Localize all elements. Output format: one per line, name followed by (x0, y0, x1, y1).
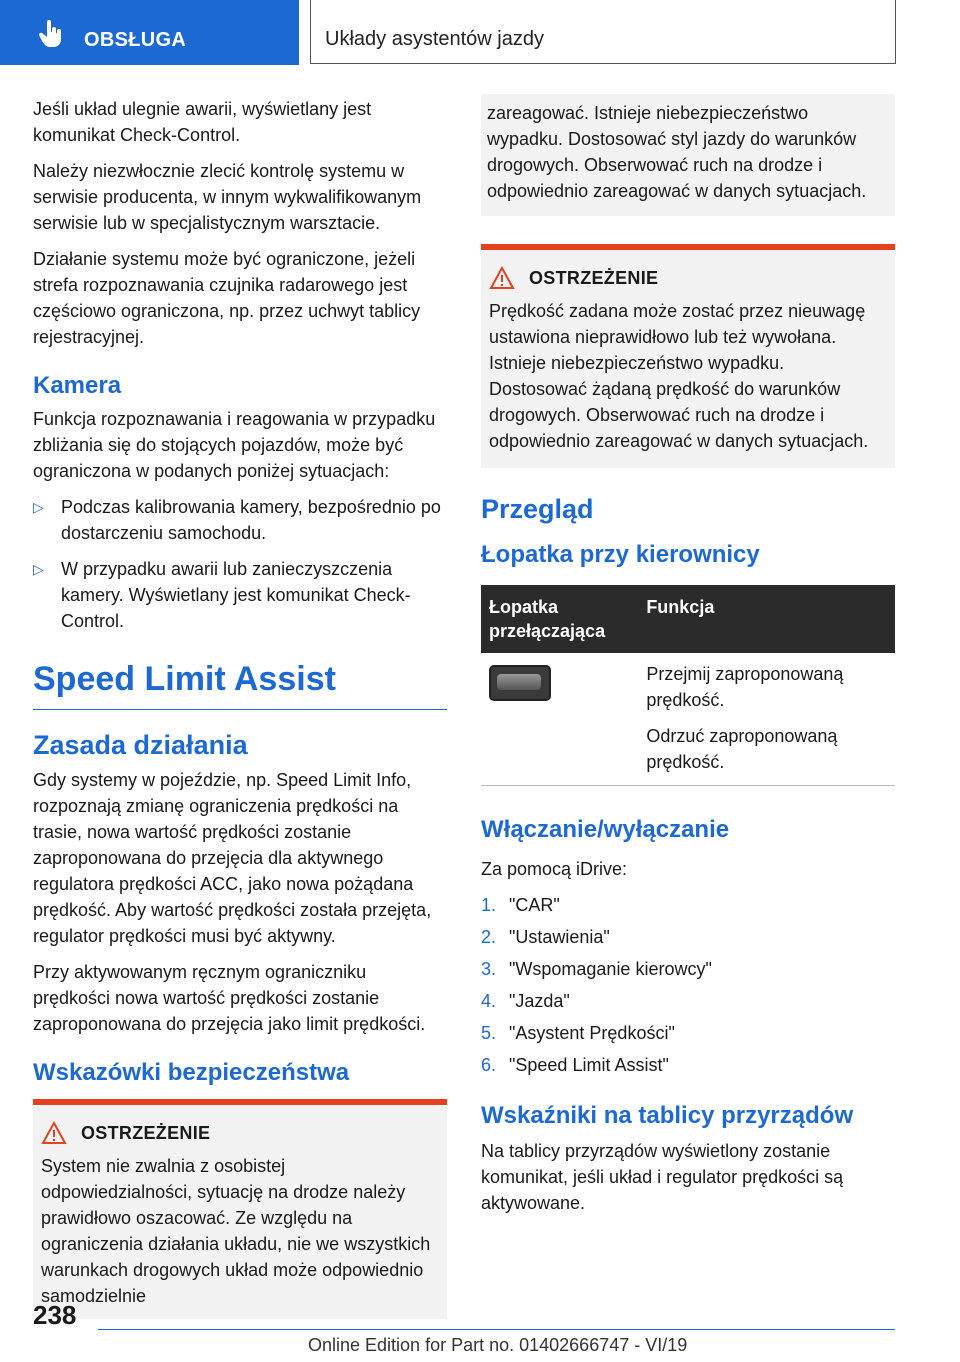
warning-text: Prędkość zadana może zostać przez nieuwagę ustawiona nieprawidłowo lub też wywołana. Istnieje niebezpieczeństwo wypadku. Dostosować żądaną prędkość do warunków drogowych. Obserwować ruch na drodze i odpowiednio zareagować w danych sytuacjach. (489, 301, 869, 451)
warning-label: OSTRZEŻENIE (81, 1122, 211, 1143)
wskazniki-heading: Wskaźniki na tablicy przyrządów (481, 1102, 854, 1129)
paddle-switch-icon (489, 665, 551, 701)
table-header: Funkcja (638, 585, 895, 653)
list-item: 6. "Speed Limit Assist" (481, 1055, 669, 1075)
warning-triangle-icon (489, 266, 515, 290)
bullet-list (33, 494, 447, 634)
footer-edition: Online Edition for Part no. 01402666747 - VI/19 (308, 1335, 688, 1355)
hand-pointer-icon (38, 20, 64, 48)
warning-label: OSTRZEŻENIE (529, 267, 659, 288)
page-number: 238 (33, 1300, 77, 1330)
footer-divider (98, 1329, 895, 1330)
lopatka-heading: Łopatka przy kierownicy (481, 541, 760, 568)
speed-limit-assist-heading: Speed Limit Assist (33, 660, 447, 710)
triangle-bullet-icon: ▷ (33, 499, 44, 515)
warning-text: System nie zwalnia z osobistej odpowiedzialności, sytuację na drodze należy prawidłowo oszacować. Ze względu na ograniczenia działania układu, nie we wszystkich warunkach drogowych układ może odpowiednio samodzielnie (41, 1156, 431, 1306)
list-item: 5. "Asystent Prędkości" (481, 1023, 675, 1043)
table-cell: Przejmij zaproponowaną prędkość. (646, 664, 844, 710)
paragraph: Gdy systemy w pojeździe, np. Speed Limit Info, rozpoznają zmianę ograniczenia prędkości na trasie, nowa wartość prędkości zostanie zaproponowana do przejęcia dla aktywnego regulatora prędkości ACC, jako nowa pożądana prędkość. Aby wartość prędkości została przejęta, regulator prędkości musi być aktywny. (33, 770, 432, 946)
list-item: 1. "CAR" (481, 895, 560, 915)
przeglad-heading: Przegląd (481, 494, 594, 524)
paddle-table (481, 585, 895, 786)
chapter-header (310, 0, 896, 64)
warning-box (33, 1099, 447, 1319)
section-tab[interactable] (0, 0, 299, 65)
paragraph: Na tablicy przyrządów wyświetlony zostanie komunikat, jeśli układ i regulator prędkości są aktywowane. (481, 1141, 844, 1213)
triangle-bullet-icon: ▷ (33, 561, 44, 577)
warning-box (481, 244, 895, 468)
paragraph: Za pomocą iDrive: (481, 859, 628, 879)
section-label: OBSŁUGA (84, 29, 187, 51)
paragraph: Należy niezwłocznie zlecić kontrolę systemu w serwisie producenta, w innym wykwalifikowanym serwisie lub w specjalistycznym warsztacie. (33, 161, 422, 233)
list-item: ▷ Podczas kalibrowania kamery, bezpośrednio po dostarczeniu samochodu. (33, 494, 447, 546)
list-item: 3. "Wspomaganie kierowcy" (481, 959, 712, 979)
warning-text: zareagować. Istnieje niebezpieczeństwo wypadku. Dostosować styl jazdy do warunków drogowych. Obserwować ruch na drodze i odpowiednio zareagować w danych sytuacjach. (487, 103, 867, 201)
steps-list (481, 892, 895, 1078)
warning-box-continued (481, 94, 895, 216)
paragraph: Jeśli układ ulegnie awarii, wyświetlany jest komunikat Check-Control. (33, 99, 372, 145)
paragraph: Działanie systemu może być ograniczone, jeżeli strefa rozpoznawania czujnika radarowego jest częściowo ograniczona, np. przez uchwyt tablicy rejestracyjnej. (33, 249, 421, 347)
wlaczanie-heading: Włączanie/wyłączanie (481, 816, 730, 843)
paragraph: Funkcja rozpoznawania i reagowania w przypadku zbliżania się do stojących pojazdów, może być ograniczona w podanych poniżej sytuacjach: (33, 409, 436, 481)
list-item: 4. "Jazda" (481, 991, 570, 1011)
warning-triangle-icon (41, 1121, 67, 1145)
right-column (481, 96, 895, 1226)
chapter-title: Układy asystentów jazdy (325, 28, 544, 50)
list-item: ▷ W przypadku awarii lub zanieczyszczenia kamery. Wyświetlany jest komunikat Check-Control. (33, 556, 447, 634)
wskazowki-heading: Wskazówki bezpieczeństwa (33, 1059, 350, 1086)
zasada-heading: Zasada działania (33, 730, 248, 760)
list-item: 2. "Ustawienia" (481, 927, 610, 947)
table-cell: Odrzuć zaproponowaną prędkość. (646, 726, 838, 772)
kamera-heading: Kamera (33, 372, 122, 399)
table-header: Łopatka przełączająca (481, 585, 638, 653)
paragraph: Przy aktywowanym ręcznym ograniczniku prędkości nowa wartość prędkości zostanie zaproponowana do przejęcia jako limit prędkości. (33, 962, 426, 1034)
table-row (481, 653, 895, 786)
left-column (33, 96, 447, 1319)
